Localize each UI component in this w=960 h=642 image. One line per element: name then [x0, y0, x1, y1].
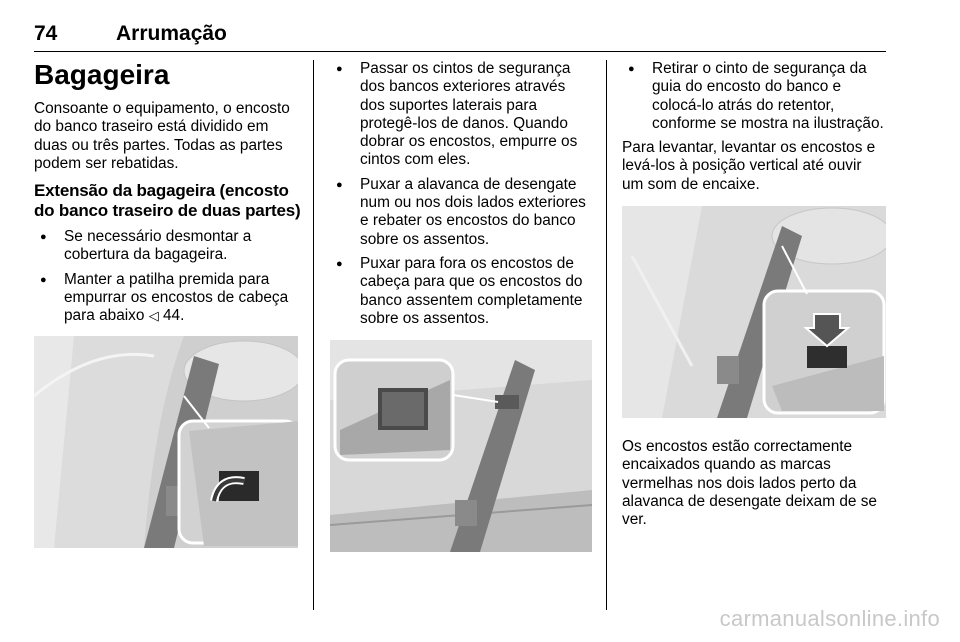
chapter-title: Arrumação — [116, 22, 227, 45]
list-item — [34, 271, 302, 326]
bullet-list-1 — [34, 228, 302, 325]
page-reference-icon: ◁ — [148, 308, 159, 324]
raise-backrest-paragraph: Para levantar, levantar os encostos e levá-los à posição vertical até ouvir um som de encaixe. — [622, 139, 876, 193]
list-item: ● Retirar o cinto de segurança da guia do encosto do banco e colocá-lo atrás do retentor, conforme se mostra na ilustração. — [622, 60, 886, 133]
watermark: carmanualsonline.info — [719, 606, 940, 631]
seatbelt-guide-illustration — [330, 340, 592, 552]
column-divider-1 — [313, 60, 314, 610]
list-item: ● Se necessário desmontar a cobertura da bagageira. — [34, 228, 302, 265]
bullet-list-2 — [330, 60, 592, 328]
column-divider-2 — [606, 60, 607, 610]
page-header — [34, 22, 886, 52]
column-2 — [330, 60, 592, 552]
column-3 — [622, 60, 886, 536]
subsection-title: Extensão da bagageira (encosto do banco traseiro de duas partes) — [34, 181, 301, 220]
locked-check-paragraph: Os encostos estão correctamente encaixados quando as marcas vermelhas nos dois lados perto da alavanca de desengate deixam de se ver. — [622, 438, 877, 529]
bullet-list-3 — [622, 60, 886, 133]
list-item: ● Passar os cintos de segurança dos bancos exteriores através dos suportes laterais para protegê-los de danos. Quando dobrar os encostos, empurre os cintos com eles. — [330, 60, 592, 170]
belt-retainer-illustration — [622, 206, 886, 418]
list-item: ● Puxar para fora os encostos de cabeça para que os encostos do banco assentem completamente sobre os assentos. — [330, 255, 592, 328]
intro-paragraph: Consoante o equipamento, o encosto do banco traseiro está dividido em duas ou três partes. Todas as partes podem ser rebatidas. — [34, 100, 290, 172]
column-1 — [34, 60, 302, 548]
list-item: ● Puxar a alavanca de desengate num ou nos dois lados exteriores e rebater os encostos do banco sobre os assentos. — [330, 176, 592, 249]
list-item-text: Manter a patilha premida para empurrar os encostos de cabeça para abaixo — [64, 270, 289, 325]
header-rule — [34, 51, 886, 52]
page-number: 74 — [34, 22, 58, 45]
headrest-release-illustration — [34, 336, 298, 548]
section-title: Bagageira — [34, 59, 170, 90]
page-reference[interactable]: 44. — [163, 307, 185, 325]
